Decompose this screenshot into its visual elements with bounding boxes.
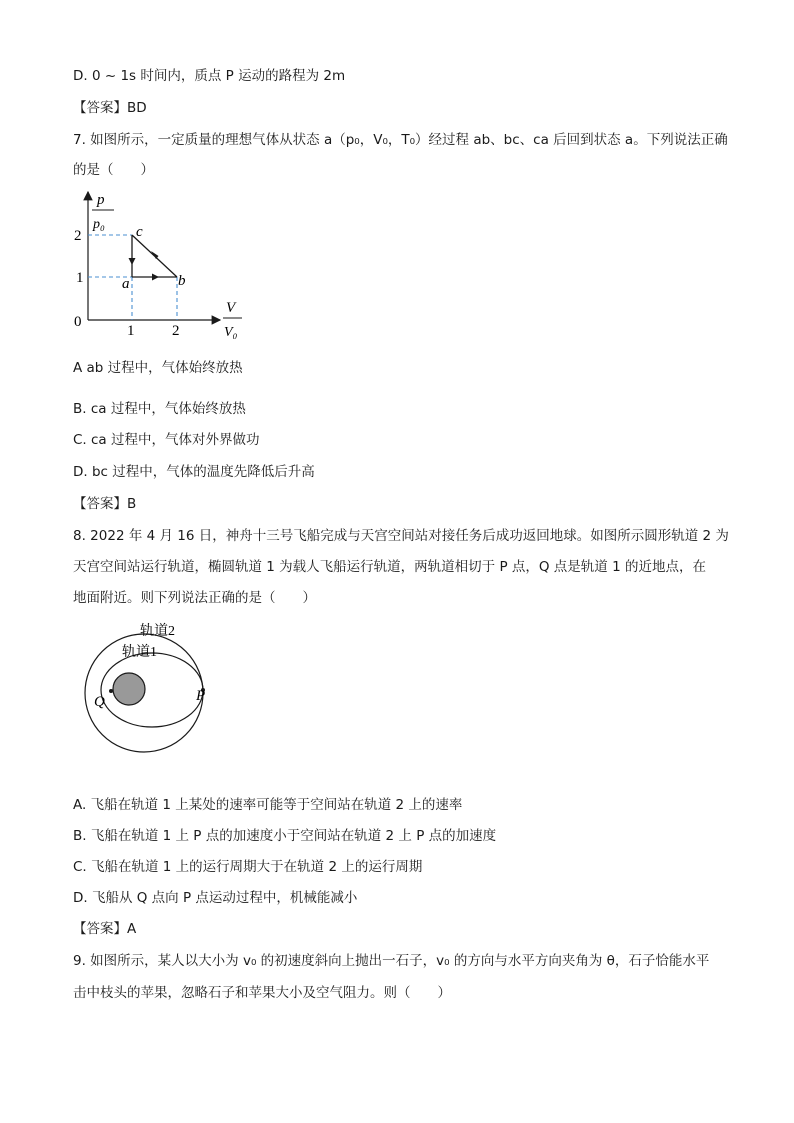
y-tick-2: 2	[74, 228, 82, 244]
q8-option-a: A. 飞船在轨道 1 上某处的速率可能等于空间站在轨道 2 上的速率	[73, 797, 463, 813]
arrow-ca	[129, 258, 136, 265]
point-b-label: b	[178, 273, 186, 289]
point-q-dot	[109, 689, 113, 693]
q7-option-a: A ab 过程中，气体始终放热	[73, 360, 243, 376]
q8-stem-line-3: 地面附近。则下列说法正确的是（ ）	[73, 590, 316, 606]
q9-stem-line-1: 9. 如图所示，某人以大小为 v₀ 的初速度斜向上抛出一石子，v₀ 的方向与水平方向夹角为 θ，石子恰能水平	[73, 953, 710, 969]
q8-stem-line-2: 天宫空间站运行轨道，椭圆轨道 1 为载人飞船运行轨道，两轨道相切于 P 点，Q 点是轨道 1 的近地点，在	[73, 559, 706, 575]
q9-stem-line-2: 击中枝头的苹果，忽略石子和苹果大小及空气阻力。则（ ）	[73, 985, 451, 1001]
point-p-label: P	[196, 688, 206, 704]
orbit-1-label: 轨道1	[122, 645, 157, 660]
q7-option-b: B. ca 过程中，气体始终放热	[73, 401, 246, 417]
x-tick-2: 2	[172, 323, 180, 339]
q8-option-b: B. 飞船在轨道 1 上 P 点的加速度小于空间站在轨道 2 上 P 点的加速度	[73, 828, 497, 844]
q7-option-c: C. ca 过程中，气体对外界做功	[73, 432, 260, 448]
q7-stem-line-1: 7. 如图所示，一定质量的理想气体从状态 a（p₀，V₀，T₀）经过程 ab、bc、ca 后回到状态 a。下列说法正确	[73, 132, 728, 148]
q8-option-d: D. 飞船从 Q 点向 P 点运动过程中，机械能减小	[73, 890, 358, 906]
origin-label: 0	[74, 314, 82, 330]
earth	[113, 673, 145, 705]
pv-diagram	[72, 188, 252, 348]
y-axis-label-den: p₀	[93, 217, 105, 232]
y-axis-label-num: p	[97, 192, 105, 208]
orbit-diagram	[80, 618, 220, 758]
orbit-2-label: 轨道2	[140, 624, 175, 639]
arrow-ab	[152, 274, 159, 281]
q7-answer: 【答案】B	[73, 496, 137, 512]
q6-option-d: D. 0 ~ 1s 时间内，质点 P 运动的路程为 2m	[73, 68, 346, 84]
q7-option-d: D. bc 过程中，气体的温度先降低后升高	[73, 464, 315, 480]
q8-option-c: C. 飞船在轨道 1 上的运行周期大于在轨道 2 上的运行周期	[73, 859, 423, 875]
y-tick-1: 1	[76, 270, 84, 286]
q8-stem-line-1: 8. 2022 年 4 月 16 日，神舟十三号飞船完成与天宫空间站对接任务后成功返回地球。如图所示圆形轨道 2 为	[73, 528, 729, 544]
x-tick-1: 1	[127, 323, 135, 339]
point-q-label: Q	[94, 694, 105, 710]
q8-answer: 【答案】A	[73, 921, 137, 937]
point-a-label: a	[122, 276, 130, 292]
point-c-label: c	[136, 224, 143, 240]
x-axis-label-num: V	[226, 300, 236, 316]
q6-answer: 【答案】BD	[73, 100, 147, 116]
q7-stem-line-2: 的是（ ）	[73, 162, 154, 178]
x-axis-label-den: V₀	[224, 325, 238, 340]
